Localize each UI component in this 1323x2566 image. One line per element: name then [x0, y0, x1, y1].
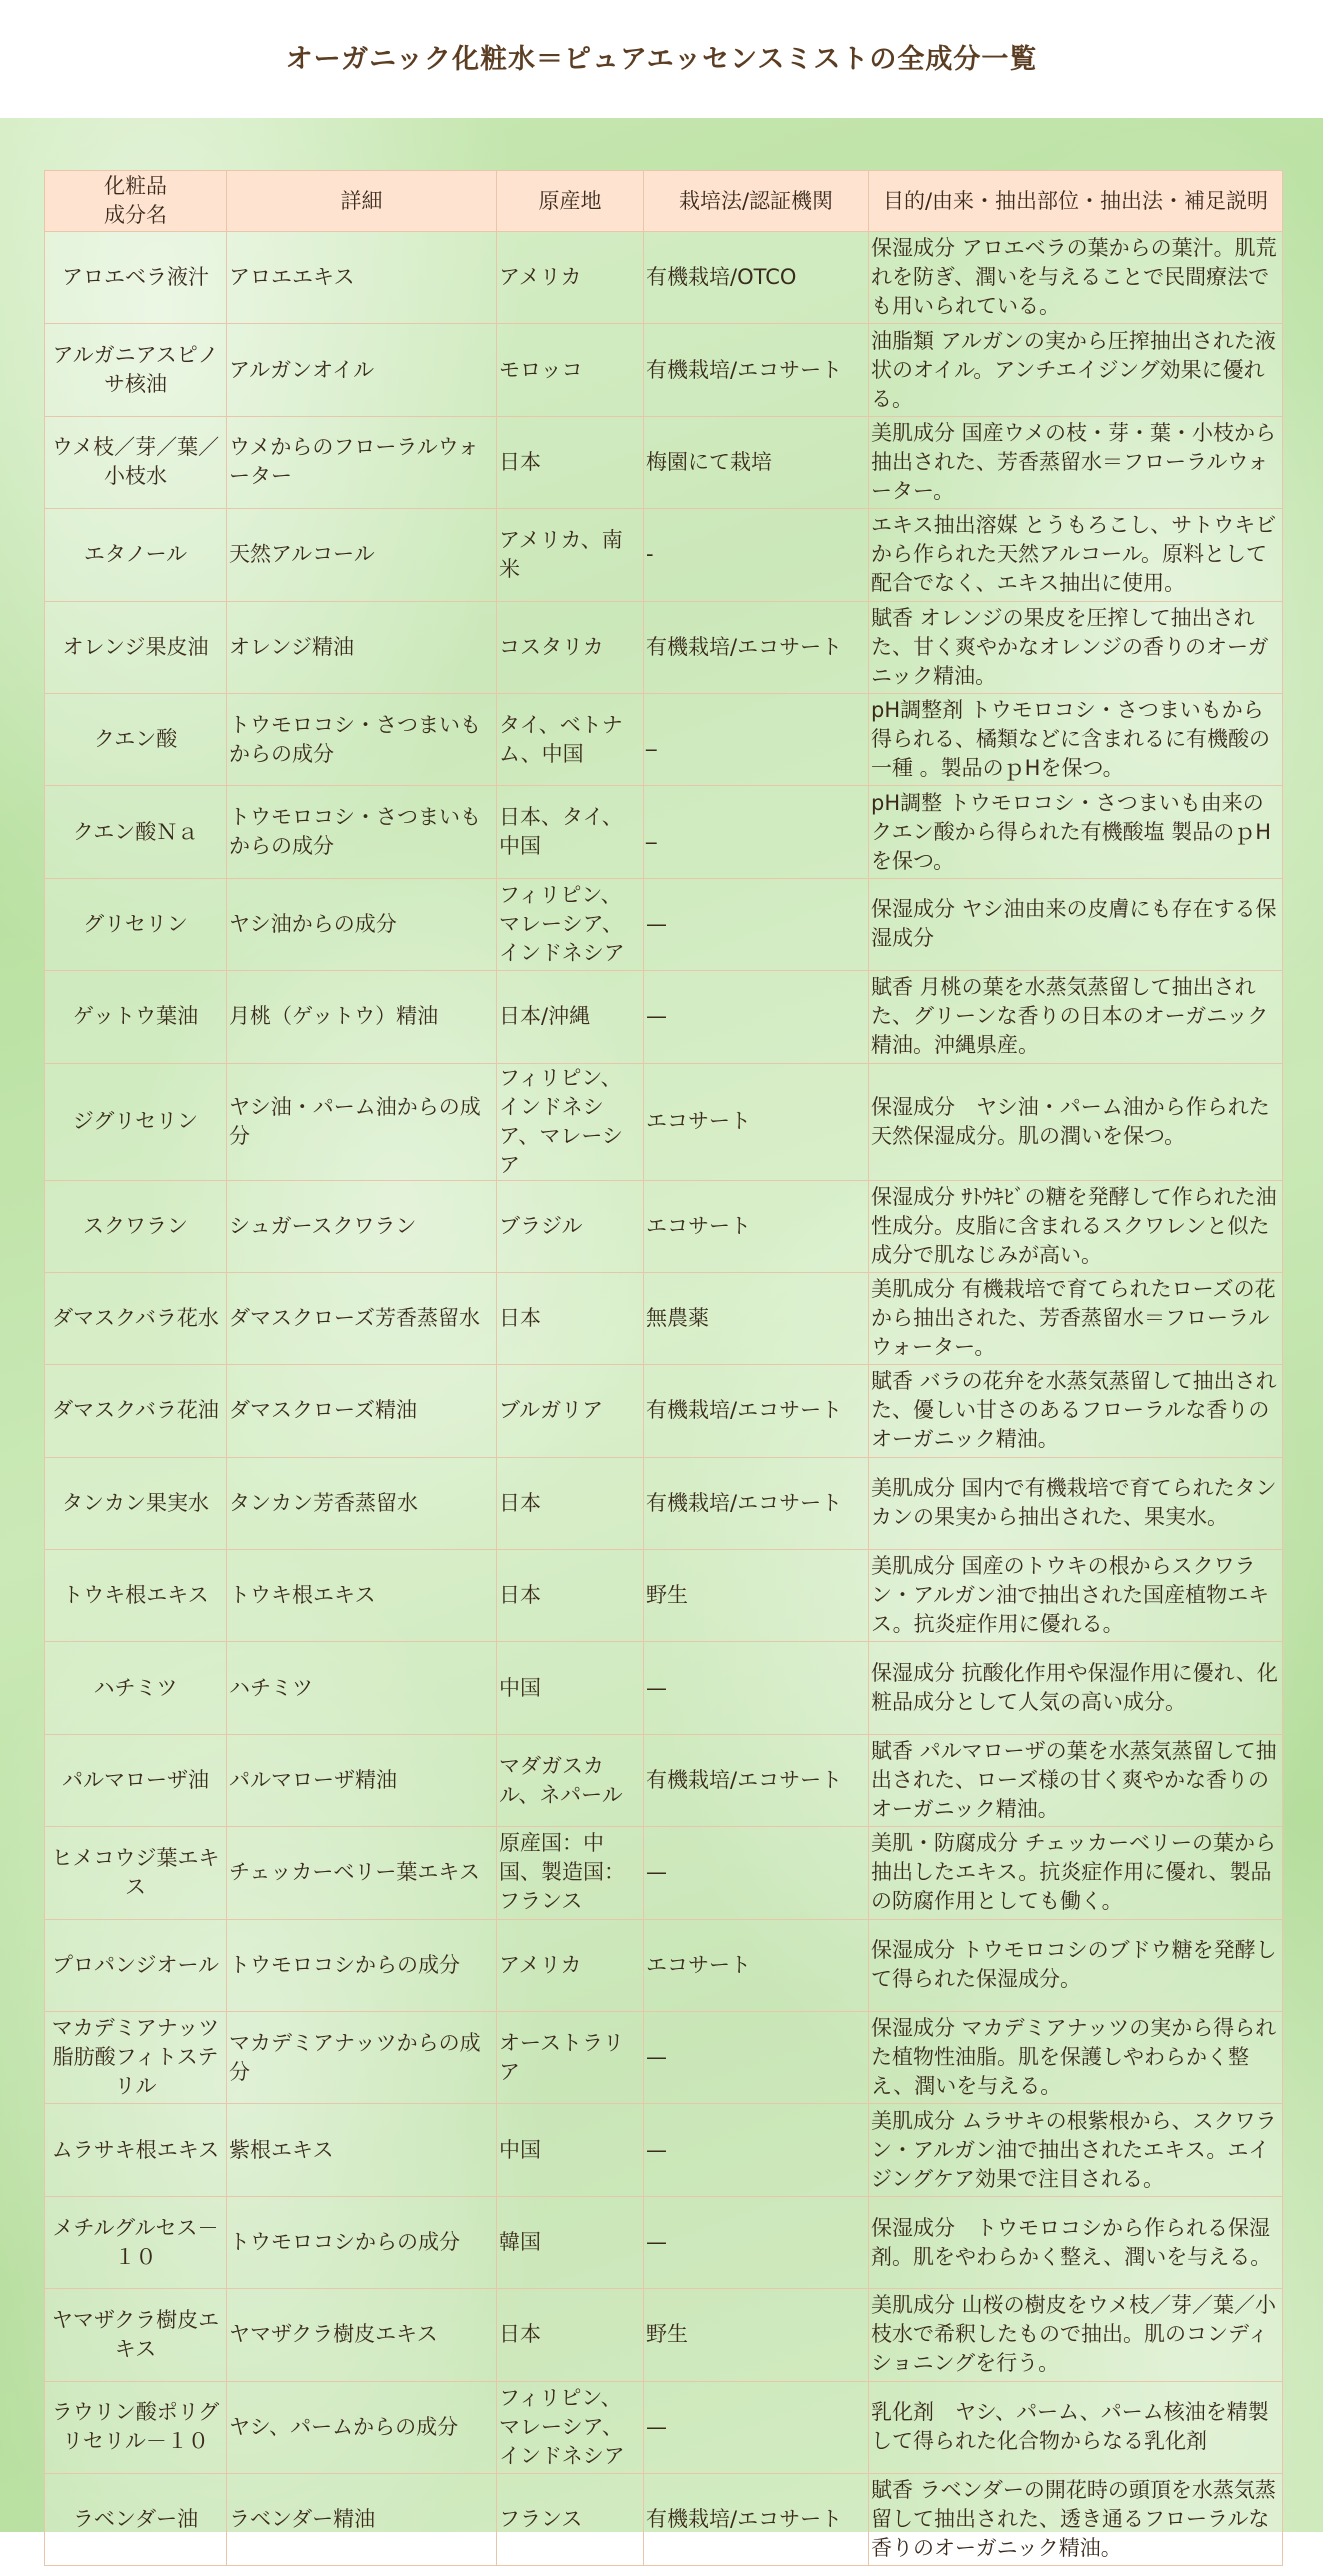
cultivation-cell: 野生	[644, 2289, 869, 2381]
purpose-cell: 美肌成分 有機栽培で育てられたローズの花から抽出された、芳香蒸留水＝フローラルウォーター。	[869, 1272, 1283, 1364]
table-row	[45, 601, 1283, 693]
ingredient-name-cell: クエン酸Ｎａ	[45, 786, 227, 878]
cultivation-cell: —	[644, 878, 869, 970]
origin-cell: 原産国：中国、製造国：フランス	[497, 1827, 644, 1919]
header-cultivation-text: 栽培法/認証機関	[678, 188, 834, 213]
ingredient-name-cell: ハチミツ	[45, 1642, 227, 1734]
detail-cell: パルマローザ精油	[227, 1734, 497, 1826]
cultivation-cell: 有機栽培/エコサート	[644, 324, 869, 416]
cultivation-cell: —	[644, 2012, 869, 2104]
table-row	[45, 416, 1283, 508]
ingredients-table	[44, 170, 1283, 2566]
ingredient-name-cell: タンカン果実水	[45, 1457, 227, 1549]
detail-cell: シュガースクワラン	[227, 1180, 497, 1272]
detail-cell: タンカン芳香蒸留水	[227, 1457, 497, 1549]
ingredient-name-cell: アロエベラ液汁	[45, 232, 227, 324]
green-paper-panel	[0, 118, 1323, 2561]
title-area	[0, 0, 1323, 118]
detail-cell: ヤシ、パームからの成分	[227, 2381, 497, 2473]
origin-cell: アメリカ	[497, 1919, 644, 2011]
origin-cell: 日本	[497, 1550, 644, 1642]
table-row	[45, 786, 1283, 878]
detail-cell: トウモロコシ・さつまいもからの成分	[227, 786, 497, 878]
purpose-cell: 賦香 パルマローザの葉を水蒸気蒸留して抽出された、ローズ様の甘く爽やかな香りのオーガニック精油。	[869, 1734, 1283, 1826]
purpose-cell: 保湿成分 トウモロコシから作られる保湿剤。肌をやわらかく整え、潤いを与える。	[869, 2196, 1283, 2288]
cultivation-cell: —	[644, 1827, 869, 1919]
detail-cell: オレンジ精油	[227, 601, 497, 693]
origin-cell: フランス	[497, 2473, 644, 2565]
origin-cell: 日本、タイ、中国	[497, 786, 644, 878]
purpose-cell: 保湿成分 ヤシ油由来の皮膚にも存在する保湿成分	[869, 878, 1283, 970]
detail-cell: ラベンダー精油	[227, 2473, 497, 2565]
cultivation-cell: 有機栽培/OTCO	[644, 232, 869, 324]
ingredient-name-cell: ヒメコウジ葉エキス	[45, 1827, 227, 1919]
detail-cell: ハチミツ	[227, 1642, 497, 1734]
detail-cell: ヤシ油・パーム油からの成分	[227, 1063, 497, 1180]
ingredient-name-cell: クエン酸	[45, 693, 227, 785]
table-row	[45, 2289, 1283, 2381]
origin-cell: フィリピン、マレーシア、インドネシア	[497, 2381, 644, 2473]
ingredient-name-cell: ウメ枝／芽／葉／小枝水	[45, 416, 227, 508]
table-row	[45, 324, 1283, 416]
cultivation-cell: _	[644, 786, 869, 878]
detail-cell: チェッカーベリー葉エキス	[227, 1827, 497, 1919]
origin-cell: フィリピン、インドネシア、マレーシア	[497, 1063, 644, 1180]
table-row	[45, 1550, 1283, 1642]
page-title: オーガニック化粧水＝ピュアエッセンスミストの全成分一覧	[285, 43, 1038, 75]
origin-cell: オーストラリア	[497, 2012, 644, 2104]
origin-cell: 中国	[497, 1642, 644, 1734]
cultivation-cell: 梅園にて栽培	[644, 416, 869, 508]
purpose-cell: 乳化剤 ヤシ、パーム、パーム核油を精製して得られた化合物からなる乳化剤	[869, 2381, 1283, 2473]
table-row	[45, 2473, 1283, 2565]
purpose-cell: エキス抽出溶媒 とうもろこし、サトウキビから作られた天然アルコール。原料として配合でなく、エキス抽出に使用。	[869, 509, 1283, 601]
ingredient-name-cell: メチルグルセス－１０	[45, 2196, 227, 2288]
header-origin	[497, 171, 644, 232]
detail-cell: トウキ根エキス	[227, 1550, 497, 1642]
origin-cell: ブルガリア	[497, 1365, 644, 1457]
cultivation-cell: —	[644, 971, 869, 1063]
detail-cell: 紫根エキス	[227, 2104, 497, 2196]
purpose-cell: 保湿成分 アロエベラの葉からの葉汁。肌荒れを防ぎ、潤いを与えることで民間療法でも用いられている。	[869, 232, 1283, 324]
header-detail-text: 詳細	[340, 188, 383, 213]
cultivation-cell: —	[644, 2196, 869, 2288]
origin-cell: 韓国	[497, 2196, 644, 2288]
ingredient-name-cell: ムラサキ根エキス	[45, 2104, 227, 2196]
detail-cell: ヤシ油からの成分	[227, 878, 497, 970]
detail-cell: 月桃（ゲットウ）精油	[227, 971, 497, 1063]
purpose-cell: 油脂類 アルガンの実から圧搾抽出された液状のオイル。アンチエイジング効果に優れる。	[869, 324, 1283, 416]
cultivation-cell: 無農薬	[644, 1272, 869, 1364]
table-row	[45, 1063, 1283, 1180]
detail-cell: マカデミアナッツからの成分	[227, 2012, 497, 2104]
origin-cell: 日本	[497, 416, 644, 508]
table-row	[45, 1272, 1283, 1364]
ingredient-name-cell: トウキ根エキス	[45, 1550, 227, 1642]
purpose-cell: 美肌成分 ムラサキの根紫根から、スクワラン・アルガン油で抽出されたエキス。エイジングケア効果で注目される。	[869, 2104, 1283, 2196]
origin-cell: 日本/沖縄	[497, 971, 644, 1063]
ingredient-name-cell: ラウリン酸ポリグリセリル－１０	[45, 2381, 227, 2473]
origin-cell: タイ、ベトナム、中国	[497, 693, 644, 785]
origin-cell: コスタリカ	[497, 601, 644, 693]
origin-cell: モロッコ	[497, 324, 644, 416]
cultivation-cell: 有機栽培/エコサート	[644, 1457, 869, 1549]
table-row	[45, 1365, 1283, 1457]
table-row	[45, 1180, 1283, 1272]
detail-cell: アロエエキス	[227, 232, 497, 324]
cultivation-cell: 有機栽培/エコサート	[644, 2473, 869, 2565]
table-row	[45, 971, 1283, 1063]
cultivation-cell: —	[644, 2104, 869, 2196]
header-origin-text: 原産地	[538, 188, 602, 213]
table-row	[45, 1457, 1283, 1549]
header-purpose	[869, 171, 1283, 232]
table-header	[45, 171, 1283, 232]
detail-cell: トウモロコシからの成分	[227, 1919, 497, 2011]
ingredient-name-cell: グリセリン	[45, 878, 227, 970]
purpose-cell: 美肌成分 国産ウメの枝・芽・葉・小枝から抽出された、芳香蒸留水＝フローラルウォーター。	[869, 416, 1283, 508]
purpose-cell: 賦香 ラベンダーの開花時の頭頂を水蒸気蒸留して抽出された、透き通るフローラルな香りのオーガニック精油。	[869, 2473, 1283, 2565]
cultivation-cell: -	[644, 509, 869, 601]
purpose-cell: 賦香 オレンジの果皮を圧搾して抽出された、甘く爽やかなオレンジの香りのオーガニック精油。	[869, 601, 1283, 693]
table-row	[45, 878, 1283, 970]
header-ingredient-name-text: 化粧品 成分名	[104, 174, 167, 227]
ingredient-name-cell: エタノール	[45, 509, 227, 601]
origin-cell: ブラジル	[497, 1180, 644, 1272]
cultivation-cell: エコサート	[644, 1180, 869, 1272]
cultivation-cell: _	[644, 693, 869, 785]
detail-cell: ウメからのフローラルウォーター	[227, 416, 497, 508]
table-row	[45, 509, 1283, 601]
origin-cell: 日本	[497, 2289, 644, 2381]
origin-cell: マダガスカル、ネパール	[497, 1734, 644, 1826]
cultivation-cell: 有機栽培/エコサート	[644, 1365, 869, 1457]
ingredient-name-cell: プロパンジオール	[45, 1919, 227, 2011]
ingredient-name-cell: アルガニアスピノサ核油	[45, 324, 227, 416]
cultivation-cell: —	[644, 2381, 869, 2473]
table-row	[45, 2104, 1283, 2196]
purpose-cell: 保湿成分 ｻﾄｳｷﾋﾞの糖を発酵して作られた油性成分。皮脂に含まれるスクワレンと似た成分で肌なじみが高い。	[869, 1180, 1283, 1272]
ingredient-name-cell: オレンジ果皮油	[45, 601, 227, 693]
cultivation-cell: 野生	[644, 1550, 869, 1642]
origin-cell: 日本	[497, 1457, 644, 1549]
origin-cell: アメリカ、南米	[497, 509, 644, 601]
table-row	[45, 232, 1283, 324]
ingredient-name-cell: パルマローザ油	[45, 1734, 227, 1826]
origin-cell: 中国	[497, 2104, 644, 2196]
header-ingredient-name	[45, 171, 227, 232]
header-detail	[227, 171, 497, 232]
purpose-cell: 保湿成分 マカデミアナッツの実から得られた植物性油脂。肌を保護しやわらかく整え、潤いを与える。	[869, 2012, 1283, 2104]
origin-cell: フィリピン、マレーシア、インドネシア	[497, 878, 644, 970]
purpose-cell: 美肌成分 山桜の樹皮をウメ枝／芽／葉／小枝水で希釈したもので抽出。肌のコンディショニングを行う。	[869, 2289, 1283, 2381]
purpose-cell: pH調整剤 トウモロコシ・さつまいもから得られる、橘類などに含まれるに有機酸の一種 。製品のｐHを保つ。	[869, 693, 1283, 785]
purpose-cell: 賦香 月桃の葉を水蒸気蒸留して抽出された、グリーンな香りの日本のオーガニック精油。沖縄県産。	[869, 971, 1283, 1063]
purpose-cell: 美肌成分 国産のトウキの根からスクワラン・アルガン油で抽出された国産植物エキス。抗炎症作用に優れる。	[869, 1550, 1283, 1642]
ingredient-name-cell: ダマスクバラ花油	[45, 1365, 227, 1457]
header-row	[45, 171, 1283, 232]
purpose-cell: 賦香 バラの花弁を水蒸気蒸留して抽出された、優しい甘さのあるフローラルな香りのオーガニック精油。	[869, 1365, 1283, 1457]
ingredient-name-cell: ヤマザクラ樹皮エキス	[45, 2289, 227, 2381]
detail-cell: ダマスクローズ精油	[227, 1365, 497, 1457]
table-row	[45, 2381, 1283, 2473]
table-row	[45, 2012, 1283, 2104]
detail-cell: トウモロコシ・さつまいもからの成分	[227, 693, 497, 785]
table-row	[45, 1734, 1283, 1826]
cultivation-cell: 有機栽培/エコサート	[644, 1734, 869, 1826]
origin-cell: 日本	[497, 1272, 644, 1364]
header-cultivation	[644, 171, 869, 232]
table-row	[45, 693, 1283, 785]
purpose-cell: 美肌・防腐成分 チェッカーベリーの葉から抽出したエキス。抗炎症作用に優れ、製品の防腐作用としても働く。	[869, 1827, 1283, 1919]
ingredient-name-cell: マカデミアナッツ脂肪酸フィトステリル	[45, 2012, 227, 2104]
detail-cell: アルガンオイル	[227, 324, 497, 416]
cultivation-cell: エコサート	[644, 1919, 869, 2011]
cultivation-cell: —	[644, 1642, 869, 1734]
table-row	[45, 1919, 1283, 2011]
purpose-cell: 美肌成分 国内で有機栽培で育てられたタンカンの果実から抽出された、果実水。	[869, 1457, 1283, 1549]
table-row	[45, 1827, 1283, 1919]
cultivation-cell: エコサート	[644, 1063, 869, 1180]
table-row	[45, 1642, 1283, 1734]
header-purpose-text: 目的/由来・抽出部位・抽出法・補足説明	[882, 188, 1269, 213]
ingredient-name-cell: ラベンダー油	[45, 2473, 227, 2565]
detail-cell: ダマスクローズ芳香蒸留水	[227, 1272, 497, 1364]
table-body	[45, 232, 1283, 2566]
purpose-cell: pH調整 トウモロコシ・さつまいも由来のクエン酸から得られた有機酸塩 製品のｐHを保つ。	[869, 786, 1283, 878]
purpose-cell: 保湿成分 トウモロコシのブドウ糖を発酵して得られた保湿成分。	[869, 1919, 1283, 2011]
cultivation-cell: 有機栽培/エコサート	[644, 601, 869, 693]
purpose-cell: 保湿成分 ヤシ油・パーム油から作られた天然保湿成分。肌の潤いを保つ。	[869, 1063, 1283, 1180]
table-row	[45, 2196, 1283, 2288]
detail-cell: 天然アルコール	[227, 509, 497, 601]
ingredient-name-cell: スクワラン	[45, 1180, 227, 1272]
detail-cell: ヤマザクラ樹皮エキス	[227, 2289, 497, 2381]
detail-cell: トウモロコシからの成分	[227, 2196, 497, 2288]
ingredient-name-cell: ゲットウ葉油	[45, 971, 227, 1063]
ingredient-name-cell: ジグリセリン	[45, 1063, 227, 1180]
purpose-cell: 保湿成分 抗酸化作用や保湿作用に優れ、化粧品成分として人気の高い成分。	[869, 1642, 1283, 1734]
ingredient-name-cell: ダマスクバラ花水	[45, 1272, 227, 1364]
origin-cell: アメリカ	[497, 232, 644, 324]
